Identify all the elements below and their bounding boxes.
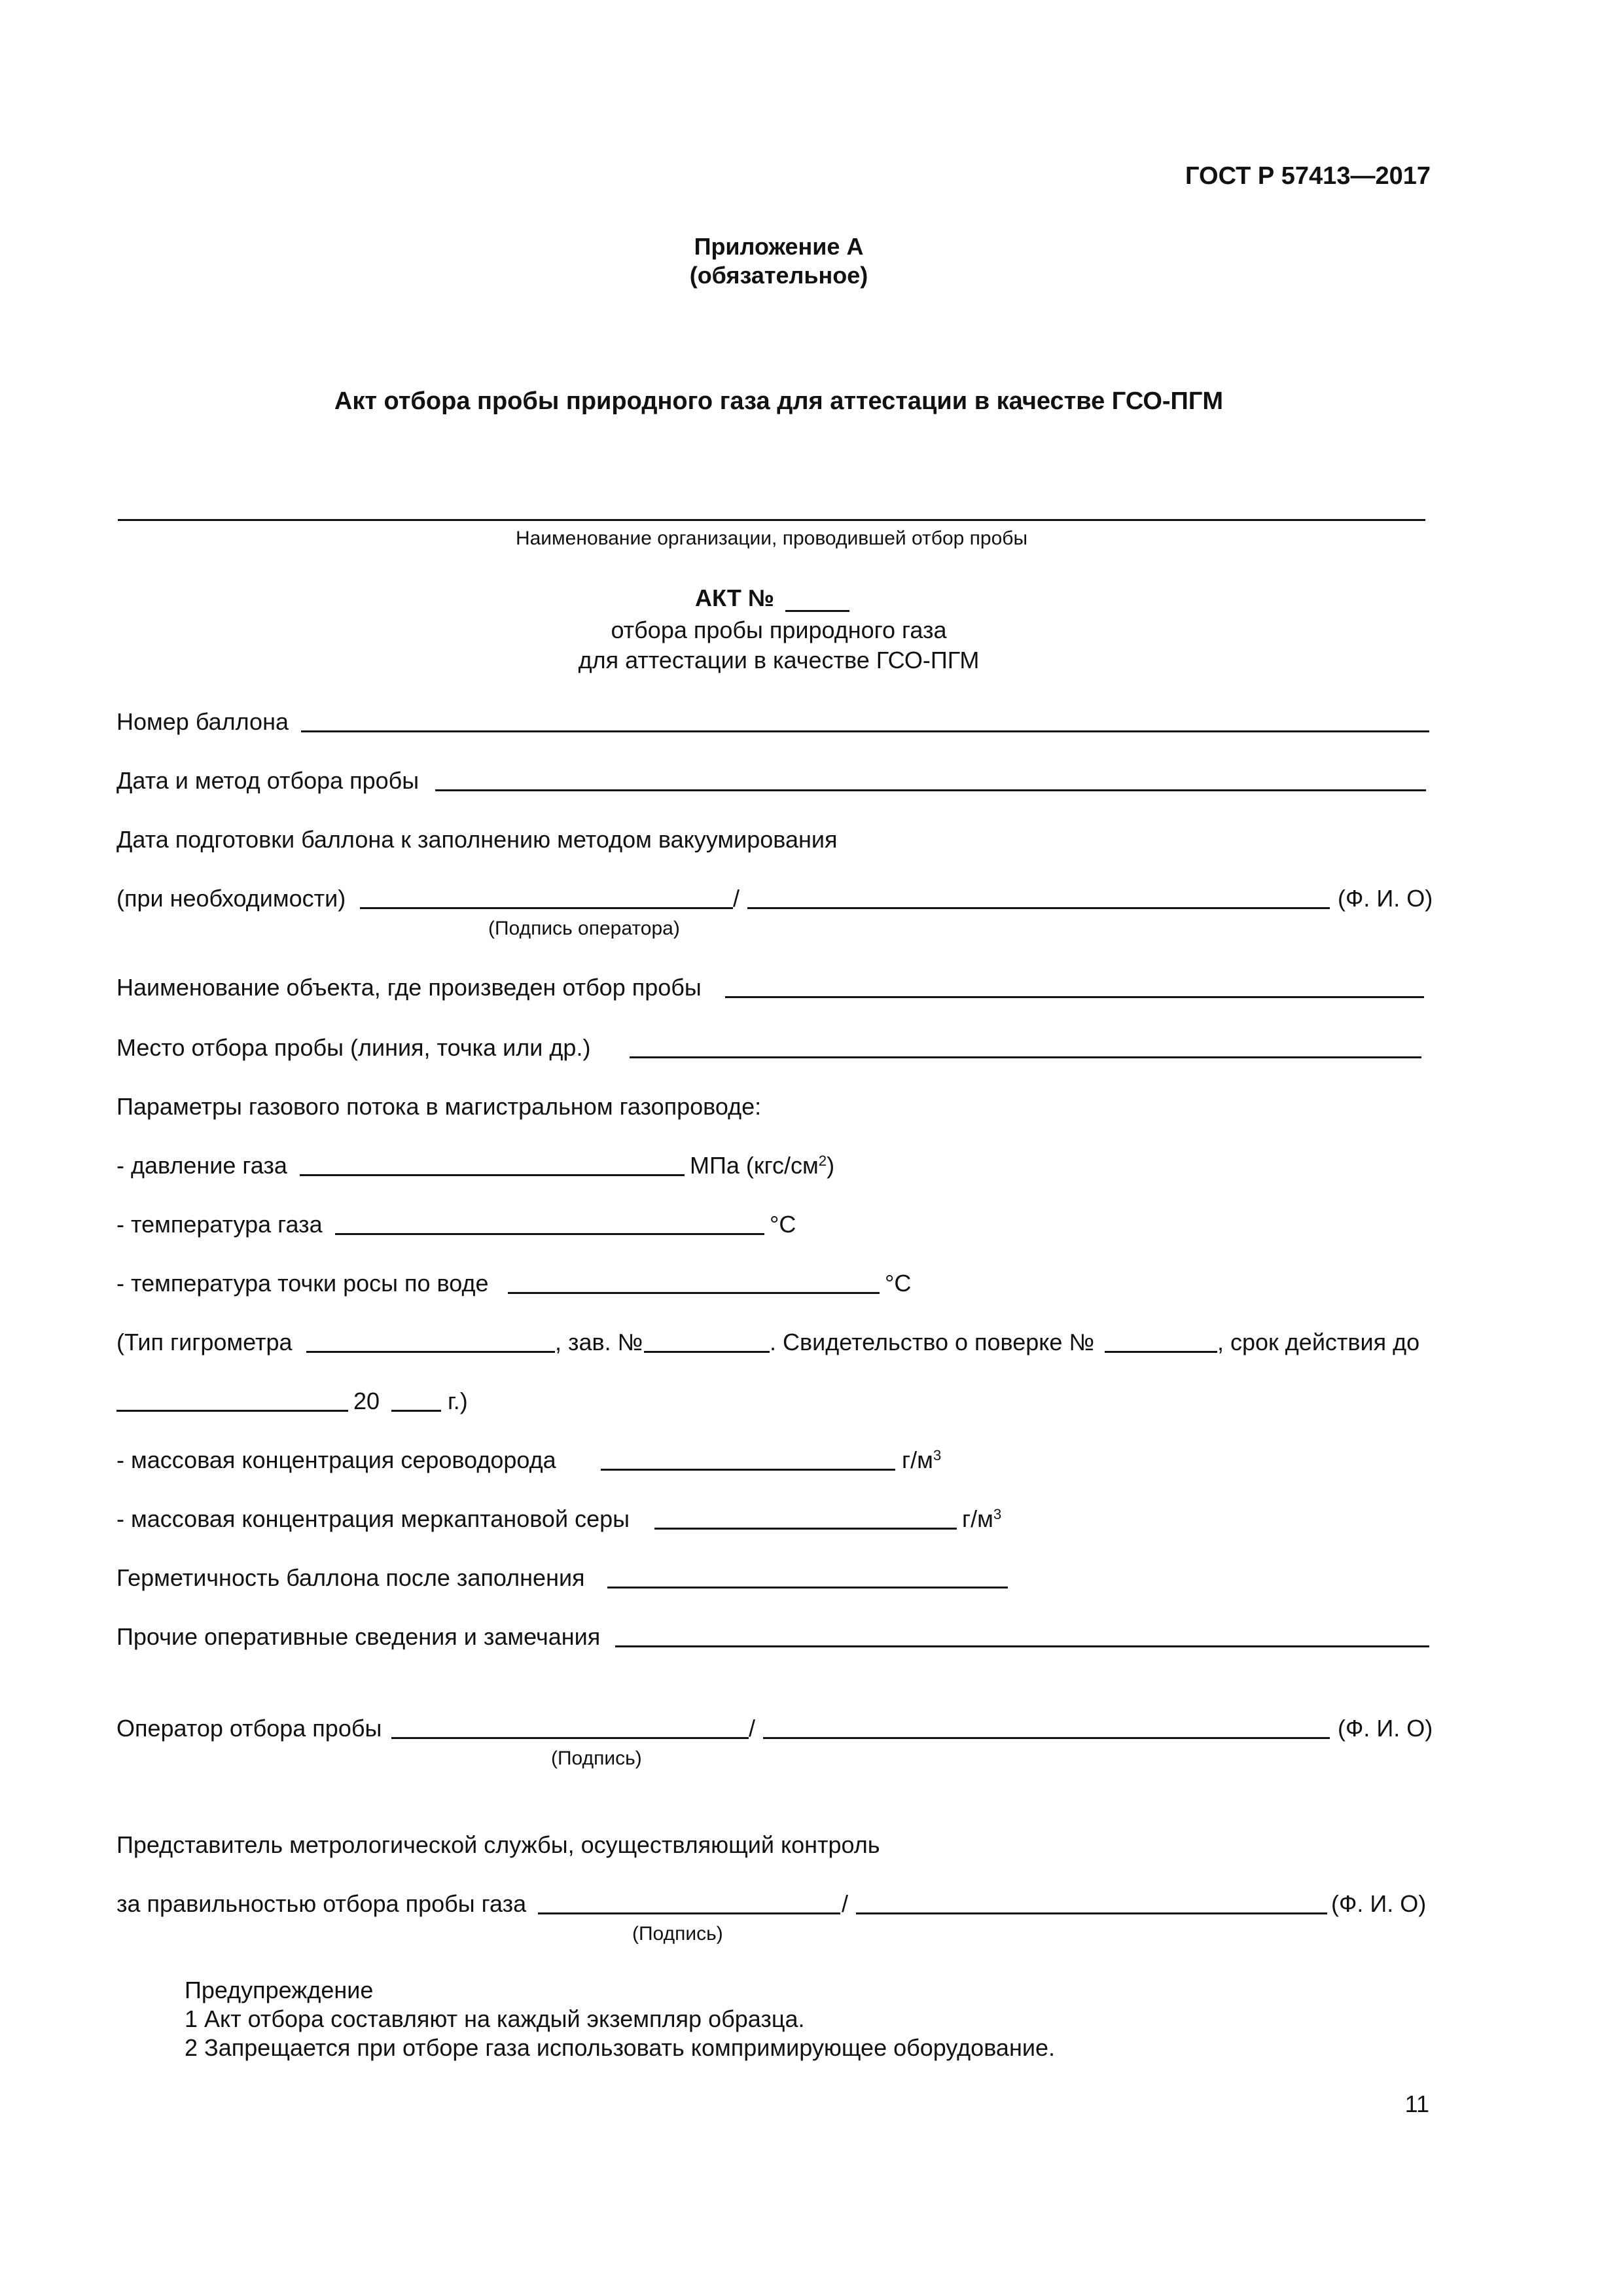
act-subtitle-1: отбора пробы природного газа xyxy=(611,617,947,643)
preparation-date-label: Дата подготовки баллона к заполнению методом вакуумирования xyxy=(116,826,838,853)
warning-title: Предупреждение xyxy=(185,1977,374,2003)
object-name-label: Наименование объекта, где произведен отбор пробы xyxy=(116,974,702,1001)
object-name-field[interactable] xyxy=(725,996,1424,998)
cylinder-number-label: Номер баллона xyxy=(116,708,289,735)
correctness-label: за правильностью отбора пробы газа xyxy=(116,1890,527,1917)
tightness-label: Герметичность баллона после заполнения xyxy=(116,1564,585,1591)
slash: / xyxy=(749,1715,756,1742)
warning-item: 2 Запрещается при отборе газа использовать компримирующее оборудование. xyxy=(185,2034,1055,2061)
certificate-number-field[interactable] xyxy=(1105,1351,1217,1353)
warning-item: 1 Акт отбора составляют на каждый экземпляр образца. xyxy=(185,2005,805,2032)
slash: / xyxy=(733,885,740,912)
valid-until-day-field[interactable] xyxy=(116,1410,348,1412)
h2s-concentration-field[interactable] xyxy=(601,1469,895,1471)
operator-fio-field-2[interactable] xyxy=(763,1737,1330,1739)
standard-number: ГОСТ Р 57413—2017 xyxy=(1185,162,1431,190)
certificate-label: . Свидетельство о поверке № xyxy=(770,1329,1095,1355)
operator-signature-field[interactable] xyxy=(360,907,733,909)
operator-signature-field-2[interactable] xyxy=(391,1737,749,1739)
other-notes-field[interactable] xyxy=(615,1645,1429,1647)
sampling-date-method-label: Дата и метод отбора пробы xyxy=(116,767,419,794)
fio-label: (Ф. И. О) xyxy=(1338,885,1433,912)
act-number-label: АКТ № xyxy=(695,584,774,611)
act-subtitle-2: для аттестации в качестве ГСО-ПГМ xyxy=(578,647,980,673)
fio-label: (Ф. И. О) xyxy=(1338,1715,1433,1742)
metrology-fio-field[interactable] xyxy=(856,1912,1327,1914)
valid-until-label: , срок действия до xyxy=(1217,1329,1420,1355)
dew-point-label: - температура точки росы по воде xyxy=(116,1270,489,1297)
hygrometer-type-label: (Тип гигрометра xyxy=(116,1329,293,1355)
organization-caption: Наименование организации, проводившей отбор пробы xyxy=(515,528,1028,549)
act-number-field[interactable] xyxy=(785,610,849,612)
year-prefix: 20 xyxy=(353,1388,380,1414)
sampling-date-method-field[interactable] xyxy=(435,789,1426,791)
operator-fio-field[interactable] xyxy=(747,907,1330,909)
h2s-unit: $г/м^3$ xyxy=(902,1446,942,1473)
slash: / xyxy=(842,1890,849,1917)
serial-number-field[interactable] xyxy=(644,1351,770,1353)
mercaptan-concentration-label: - массовая концентрация меркаптановой серы xyxy=(116,1505,630,1532)
pressure-field[interactable] xyxy=(300,1174,685,1176)
operator-label: Оператор отбора пробы xyxy=(116,1715,382,1742)
appendix-title: Приложение А xyxy=(694,233,864,260)
fio-label: (Ф. И. О) xyxy=(1331,1890,1427,1917)
temperature-field[interactable] xyxy=(335,1233,764,1235)
mercaptan-concentration-field[interactable] xyxy=(654,1528,957,1530)
other-notes-label: Прочие оперативные сведения и замечания xyxy=(116,1623,601,1650)
dew-point-unit: °С xyxy=(885,1270,912,1297)
serial-number-label: , зав. № xyxy=(555,1329,643,1355)
metrology-representative-label: Представитель метрологической службы, осуществляющий контроль xyxy=(116,1831,880,1858)
pressure-unit: МПа $(кгс/см^2)$ xyxy=(690,1152,835,1179)
tightness-field[interactable] xyxy=(607,1587,1008,1588)
appendix-status: (обязательное) xyxy=(689,262,868,289)
signature-caption: (Подпись) xyxy=(632,1923,723,1945)
organization-name-line xyxy=(118,519,1425,521)
temperature-label: - температура газа xyxy=(116,1211,323,1238)
cylinder-number-field[interactable] xyxy=(301,730,1429,732)
dew-point-field[interactable] xyxy=(508,1292,880,1294)
metrology-signature-field[interactable] xyxy=(538,1912,840,1914)
operator-signature-caption: (Подпись оператора) xyxy=(488,918,680,939)
mercaptan-unit: $г/м^3$ xyxy=(962,1505,1002,1532)
valid-until-year-field[interactable] xyxy=(391,1410,441,1412)
sampling-place-label: Место отбора пробы (линия, точка или др.) xyxy=(116,1034,591,1061)
if-needed-label: (при необходимости) xyxy=(116,885,346,912)
temperature-unit: °С xyxy=(770,1211,796,1238)
page-number: 11 xyxy=(1404,2090,1429,2117)
pressure-label: - давление газа xyxy=(116,1152,287,1179)
signature-caption: (Подпись) xyxy=(551,1748,642,1769)
hygrometer-type-field[interactable] xyxy=(306,1351,555,1353)
h2s-concentration-label: - массовая концентрация сероводорода xyxy=(116,1446,556,1473)
sampling-place-field[interactable] xyxy=(630,1056,1421,1058)
year-suffix: г.) xyxy=(448,1388,468,1414)
document-title: Акт отбора пробы природного газа для аттестации в качестве ГСО-ПГМ xyxy=(334,387,1224,415)
flow-parameters-label: Параметры газового потока в магистральном газопроводе: xyxy=(116,1093,762,1120)
